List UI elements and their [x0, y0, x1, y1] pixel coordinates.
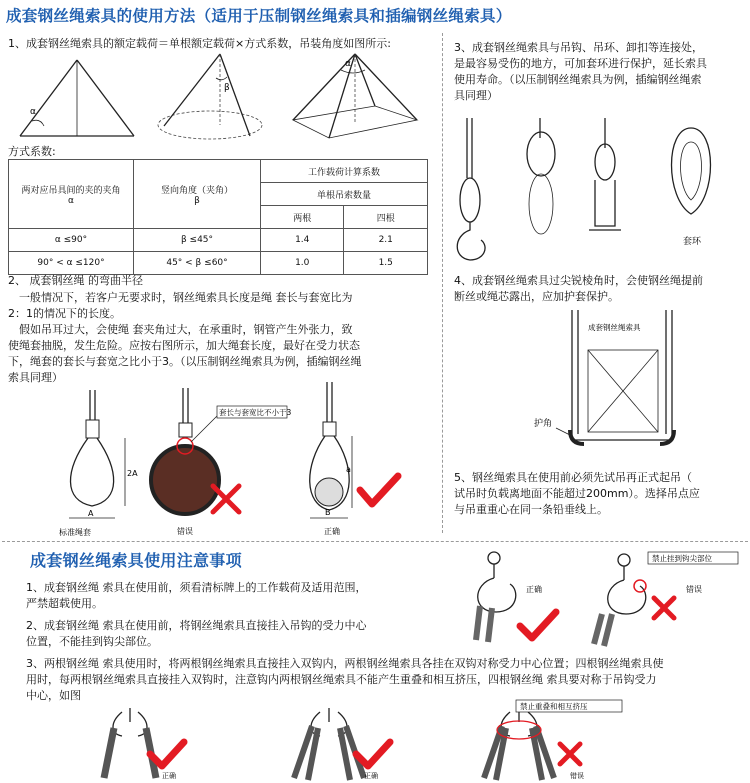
hook-figure-wrong — [600, 548, 745, 648]
alpha-label: α — [30, 107, 36, 117]
corner-guard-label: 护角 — [534, 419, 553, 429]
section3-text: 3、成套钢丝绳索具与吊钩、吊环、卸扣等连接处， 是最容易受伤的地方，可加套环进行保护，延长索具 使用寿命。（以压制钢丝绳索具为例，插编钢丝绳索 具同理） — [454, 41, 707, 102]
svg-text:标准绳套: 标准绳套 — [59, 528, 91, 537]
lift-angle-figure-2 — [150, 50, 280, 145]
corner-protection-figure — [530, 310, 700, 450]
column-divider — [442, 33, 443, 533]
svg-text:错误: 错误 — [570, 772, 584, 780]
beta-label: β — [224, 83, 230, 93]
svg-text:正确: 正确 — [324, 527, 340, 536]
note-1: 1、成套钢丝绳 索具在使用前，须看清标牌上的工作载荷及适用范围， 严禁超载使用。 — [26, 581, 367, 610]
bottom-callout: 禁止重叠和相互挤压 — [520, 702, 588, 711]
coef-head-two: 两根 — [261, 206, 344, 229]
eye-callout: 套长与套宽比不小于3 — [219, 408, 292, 417]
hook-thimble-figure — [455, 118, 745, 268]
section1-text: 1、成套钢丝绳索具的额定载荷＝单根额定载荷×方式系数，吊装角度如图所示: — [8, 37, 391, 50]
hook-figure-right — [470, 548, 590, 648]
eye-figure-standard — [55, 390, 145, 540]
notes-title: 成套钢丝绳索具使用注意事项 — [30, 551, 242, 570]
section2-heading: 2、 成套钢丝绳 的弯曲半径 — [8, 274, 143, 287]
coef-label: 方式系数: — [8, 145, 56, 158]
corner-sling-label: 成套钢丝绳索具 — [588, 323, 641, 332]
coef-head-sub: 单根吊索数量 — [261, 183, 428, 206]
double-hook-right-1 — [92, 708, 212, 783]
svg-text:a: a — [346, 465, 351, 474]
hook-callout: 禁止挂到钩尖部位 — [652, 554, 712, 563]
svg-text:正确: 正确 — [162, 772, 176, 780]
svg-text:正确: 正确 — [364, 772, 378, 780]
table-row: 90° < α ≤120° 45° < β ≤60° 1.0 1.5 — [9, 252, 428, 275]
coef-head-col2: 竖向角度（夹角） — [160, 185, 233, 196]
eye-figure-right — [300, 382, 420, 538]
coef-head-col1: 两对应吊具间的夹的夹角 — [21, 185, 121, 196]
svg-text:错误: 错误 — [686, 585, 702, 594]
coef-table: 两对应吊具间的夹的夹角 α 竖向角度（夹角） β 工作载荷计算系数 单根吊索数量 两根 四根 α ≤90° β ≤45° 1.4 2.1 90° < α ≤120° 45° < β ≤60° 1.0 1.5 — [8, 159, 428, 275]
svg-text:正确: 正确 — [526, 585, 542, 594]
eye-figure-wrong — [155, 388, 295, 538]
coef-head-four: 四根 — [344, 206, 428, 229]
section2-body: 一般情况下，若客户无要求时，钢丝绳索具长度是绳 套长与套宽比为 2：1的情况下的长度。 假如吊耳过大，会使绳 套夹角过大，在承重时，钢管产生外张力，致 使绳套抽脱，发生危险。应按右图所示，加大绳套长度，最好在受力状态 下，绳套的套长与套宽之比小于3。（以压制钢丝绳索具为例，插编钢丝绳 索具同理） — [8, 291, 362, 384]
note-3: 3、两根钢丝绳 索具使用时，将两根钢丝绳索具直接挂入双钩内，两根钢丝绳索具各挂在双钩对称受力中心位置；四根钢丝绳索具使 用时，每两根钢丝绳索具直接挂入双钩时，注意钩内两根钢丝绳索具不能产生重叠和相互挤压，四根钢丝绳 索具要对称于吊钩受力 中心，如图 — [26, 657, 664, 702]
double-hook-wrong — [470, 700, 630, 783]
svg-text:错误: 错误 — [177, 527, 193, 536]
svg-text:α: α — [345, 59, 351, 69]
section5-text: 5、钢丝绳索具在使用前必须先试吊再正式起吊（ 试吊时负载离地面不能超过200mm）。选择吊点应 与吊重重心在同一条铅垂线上。 — [454, 471, 700, 516]
section4-text: 4、成套钢丝绳索具过尖锐棱角时，会使钢丝绳提前 断丝或绳芯露出，应加护套保护。 — [454, 274, 703, 303]
lift-angle-figure-3 — [285, 50, 425, 145]
note-2: 2、成套钢丝绳 索具在使用前，将钢丝绳索具直接挂入吊钩的受力中心 位置，不能挂到钩尖部位。 — [26, 619, 367, 648]
svg-text:B: B — [325, 508, 331, 517]
svg-text:2A: 2A — [127, 469, 138, 478]
main-title: 成套钢丝绳索具的使用方法（适用于压制钢丝绳索具和插编钢丝绳索具） — [6, 7, 512, 25]
table-row: α ≤90° β ≤45° 1.4 2.1 — [9, 229, 428, 252]
lift-angle-figure-1 — [10, 56, 145, 146]
double-hook-right-2 — [280, 708, 410, 783]
thimble-label: 套环 — [683, 237, 702, 247]
section-divider — [2, 541, 748, 542]
svg-text:A: A — [88, 509, 94, 518]
coef-head-top: 工作载荷计算系数 — [261, 160, 428, 183]
